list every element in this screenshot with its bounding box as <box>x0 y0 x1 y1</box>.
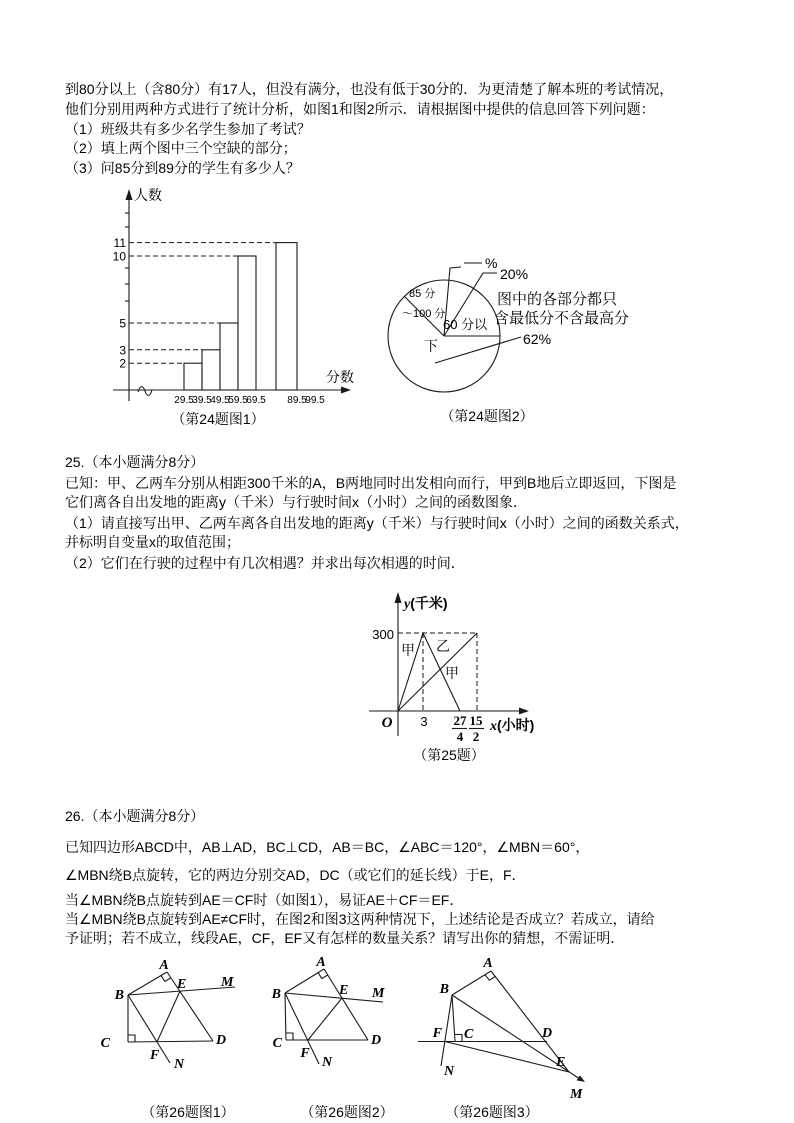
x-tick-69.5: 69.5 <box>246 395 266 406</box>
frac-15-num: 15 <box>469 713 483 728</box>
q24-item-1: （1）班级共有多少名学生参加了考试？ <box>65 121 311 137</box>
jia-label: 甲 <box>401 642 415 658</box>
q25-line-2: 它们离各自出发地的距离y（千米）与行驶时间x（小时）之间的函数图象． <box>65 494 527 510</box>
fig1-label-E: E <box>177 977 187 992</box>
q26-line-1: 已知四边形ABCD中，AB⊥AD，BC⊥CD，AB＝BC，∠ABC＝120°，∠MBN＝60°， <box>65 839 590 855</box>
fig1-label-N: N <box>174 1057 185 1072</box>
fig3-label-D: D <box>542 1026 553 1041</box>
bar-29.5-39.5 <box>184 363 202 390</box>
fig2-label-N: N <box>322 1055 333 1070</box>
fig2-label-C: C <box>272 1036 282 1051</box>
y-value-3: 3 <box>119 343 126 358</box>
fig2-caption: （第26题图2） <box>300 1104 394 1120</box>
fig2-ray-BM <box>285 993 383 1002</box>
fig1-AD <box>167 972 213 1041</box>
q25-x-axis-arrow <box>519 708 529 715</box>
fig3-ray-BM-arrow <box>577 1075 585 1082</box>
bar-chart-fig24-1 <box>100 185 370 435</box>
x-tick-89.5: 89.5 <box>287 395 307 406</box>
fig1-CD <box>128 1041 213 1042</box>
q26-line-2: ∠MBN绕B点旋转，它的两边分别交AD，DC（或它们的延长线）于E，F． <box>65 867 526 883</box>
fig2-BC <box>285 993 286 1040</box>
axis-break-squiggle <box>138 387 152 396</box>
fig3-label-A: A <box>483 956 493 971</box>
fig1-EF <box>157 991 180 1042</box>
y-value-11: 11 <box>113 236 126 251</box>
fig3-label-F: F <box>432 1026 442 1041</box>
jia-label-2: 甲 <box>445 665 459 681</box>
y-300-label: 300 <box>372 627 394 642</box>
q25-line-4: 并标明自变量x的取值范围； <box>65 534 240 550</box>
fig1-label-F: F <box>150 1048 160 1063</box>
q24-item-2: （2）填上两个图中三个空缺的部分； <box>65 140 297 156</box>
q25-line-5: （2）它们在行驶的过程中有几次相遇？并求出每次相遇的时间． <box>65 555 465 571</box>
pie-leader-62 <box>435 337 521 363</box>
q25-ylabel-unit: (千米) <box>410 595 448 611</box>
fig2-label-E: E <box>339 983 349 998</box>
x-tick-99.5: 99.5 <box>305 395 325 406</box>
fig3-ray-BN <box>441 995 452 1066</box>
q25-line-3: （1）请直接写出甲、乙两车离各自出发地的距离y（千米）与行驶时间x（小时）之间的函数关系式， <box>65 515 689 531</box>
svg-text:x(小时) <box>489 717 534 734</box>
pie-sector1-label-1: 85 分 <box>409 288 436 300</box>
frac-4-den: 4 <box>456 729 464 744</box>
pie-chart-fig24-2 <box>370 245 700 430</box>
q25-xlabel-var: x <box>490 719 497 734</box>
fig2-AD <box>324 969 368 1040</box>
q25-caption: （第25题） <box>413 747 485 763</box>
fig1-label-C: C <box>100 1036 110 1051</box>
pie-sector1-label-2: ～100 分 <box>402 308 446 320</box>
q26-figure-3 <box>415 950 595 1105</box>
y-value-5: 5 <box>119 316 126 331</box>
bar-x-axis-arrow <box>341 387 351 394</box>
fig1-caption: （第26题图1） <box>141 1104 235 1120</box>
q26-line-5: 予证明；若不成立，线段AE，CF，EF又有怎样的数量关系？请写出你的猜想，不需证明． <box>65 930 625 946</box>
bar-y-axis-arrow <box>126 189 133 200</box>
fig3-label-E: E <box>556 1055 566 1070</box>
pie-caption: （第24题图2） <box>440 408 534 424</box>
bar-caption: （第24题图1） <box>171 411 265 427</box>
fig3-label-M: M <box>570 1087 583 1102</box>
fig2-label-B: B <box>271 987 281 1002</box>
q25-ylabel-var: y <box>404 597 411 612</box>
fig2-label-M: M <box>372 986 385 1001</box>
q26-figure-2 <box>265 955 400 1080</box>
fig3-label-C: C <box>464 1027 474 1042</box>
origin-label: O <box>381 715 393 731</box>
q26-line-3: 当∠MBN绕B点旋转到AE＝CF时（如图1），易证AE＋CF＝EF． <box>65 892 464 908</box>
x-tick-59.5: 59.5 <box>228 395 248 406</box>
fig1-label-M: M <box>221 975 234 990</box>
fig2-right-angle-C <box>286 1033 293 1040</box>
fig3-label-N: N <box>444 1064 455 1079</box>
frac-2-den: 2 <box>472 729 480 744</box>
fig3-BC <box>452 995 455 1041</box>
fig3-caption: （第26题图3） <box>445 1104 539 1120</box>
fig3-right-angle-C <box>455 1035 462 1042</box>
q25-xlabel-unit: (小时) <box>497 717 535 733</box>
y-value-2: 2 <box>119 356 126 371</box>
bar-ylabel: 人数 <box>134 187 162 203</box>
yi-label: 乙 <box>436 638 450 654</box>
bar-49.5-59.5 <box>220 323 238 390</box>
pie-sector2-label-1: 60 分以 <box>443 317 488 332</box>
fig2-label-A: A <box>316 955 326 970</box>
bar-79.5-89.5 <box>276 243 297 390</box>
pie-sector2-label-2: 下 <box>424 338 438 354</box>
q26-heading: 26.（本小题满分8分） <box>65 808 205 824</box>
fig1-AB <box>128 972 167 995</box>
fig1-right-angle-C <box>128 1035 135 1042</box>
fig1-label-B: B <box>114 988 124 1003</box>
fig1-ray-BN <box>128 995 170 1063</box>
q25-y-axis-arrow <box>395 592 402 603</box>
pie-note-line-1: 图中的各部分都只 <box>497 291 618 308</box>
fig3-right-angle-A <box>485 975 495 981</box>
fig2-label-D: D <box>371 1033 382 1048</box>
q24-intro-line-2: 他们分别用两种方式进行了统计分析，如图1和图2所示．请根据图中提供的信息回答下列问题： <box>65 101 655 117</box>
q24-intro-line-1: 到80分以上（含80分）有17人，但没有满分，也没有低于30分的．为更清楚了解本班的考试情况， <box>65 81 674 97</box>
frac-27-num: 27 <box>453 713 467 728</box>
pie-pct-62: 62% <box>523 331 552 347</box>
fig3-FE <box>445 1042 569 1073</box>
q25-line-1: 已知：甲、乙两车分别从相距300千米的A，B两地同时出发相向而行，甲到B地后立即返回，下图是 <box>65 475 677 491</box>
fig2-EF <box>308 998 342 1040</box>
bar-59.5-69.5 <box>238 256 256 390</box>
q26-line-4: 当∠MBN绕B点旋转到AE≠CF时，在图2和图3这两种情况下，上述结论是否成立？若成立，请给 <box>65 911 655 927</box>
q26-figure-1 <box>100 955 245 1080</box>
y-value-10: 10 <box>112 249 126 264</box>
fig3-label-B: B <box>439 982 449 997</box>
bar-39.5-49.5 <box>202 350 220 390</box>
pie-pct-blank: % <box>485 255 498 271</box>
x-tick-29.5: 29.5 <box>174 395 194 406</box>
x-tick-39.5: 39.5 <box>192 395 212 406</box>
x-3-label: 3 <box>420 714 428 729</box>
q25-heading: 25.（本小题满分8分） <box>65 454 205 470</box>
fig1-label-D: D <box>216 1033 227 1048</box>
pie-pct-20: 20% <box>500 266 529 282</box>
fig2-label-F: F <box>300 1046 310 1061</box>
pie-note-line-2: 含最低分不含最高分 <box>494 310 630 327</box>
x-tick-49.5: 49.5 <box>210 395 230 406</box>
fig1-label-A: A <box>159 958 169 973</box>
q25-graph <box>360 585 545 770</box>
q24-item-3: （3）问85分到89分的学生有多少人？ <box>65 160 300 176</box>
svg-text:y(千米) <box>402 595 448 612</box>
bar-xlabel: 分数 <box>326 369 354 385</box>
